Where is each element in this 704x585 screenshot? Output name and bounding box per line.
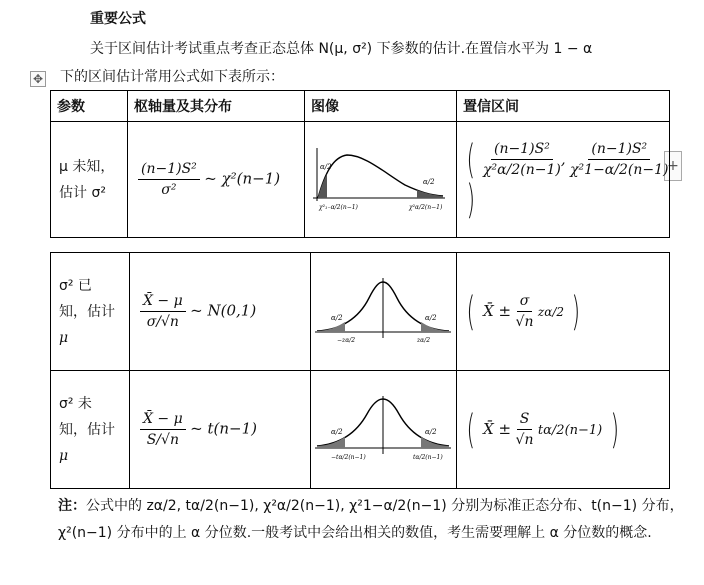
row1-interval-frac1 <box>483 141 561 178</box>
row3-param-line3: μ <box>59 447 69 464</box>
row3-pivot-fraction <box>140 411 186 448</box>
row2-pivot-fraction <box>140 293 186 330</box>
row3-interval-den: √n <box>515 432 534 448</box>
row1-pivot-den: σ² <box>161 182 177 198</box>
row2-left-paren: ( <box>466 288 476 335</box>
row1-pivot-num: (n−1)S² <box>138 161 200 180</box>
header-interval: 置信区间 <box>457 91 670 122</box>
row1-interval-n1: (n−1)S² <box>491 141 553 160</box>
row1-interval-d2: χ²1−α/2(n−1) <box>570 162 669 178</box>
row1-interval-d1: χ²α/2(n−1) <box>483 162 561 178</box>
row1-density-curve <box>318 155 443 198</box>
section-heading: 重要公式 <box>90 11 146 27</box>
row1-graph <box>305 122 457 238</box>
row3-right-paren: ) <box>610 406 619 453</box>
row3-graph-tick-right: tα/2(n−1) <box>413 453 443 461</box>
row3-right-tail <box>421 437 449 448</box>
row1-graph-tick-left: χ²₁₋α/2(n−1) <box>319 203 358 211</box>
row2-interval-frac <box>516 293 534 330</box>
row1-graph-label-left: α/2 <box>320 162 332 171</box>
row3-graph-tick-left: −tα/2(n−1) <box>331 453 366 461</box>
row1-graph-label-right: α/2 <box>423 177 435 186</box>
header-graph: 图像 <box>305 91 457 122</box>
row1-param-line1: μ 未知， <box>59 158 115 175</box>
row1-interval-n2: (n−1)S² <box>588 141 650 160</box>
row3-pivot <box>130 371 311 489</box>
row2-interval-quantile: zα/2 <box>537 304 565 319</box>
row3-graph <box>311 371 457 489</box>
intro-line-1: 关于区间估计考试重点考查正态总体 N(μ, σ²) 下参数的估计.在置信水平为 1 − α <box>90 41 593 57</box>
row3-pivot-dist: ~ t(n−1) <box>190 419 257 438</box>
table-move-handle-icon[interactable]: ✥ <box>30 71 46 87</box>
row1-interval-comma: , <box>560 149 566 168</box>
row3-pivot-den: S/√n <box>146 432 179 448</box>
row3-interval-num: S <box>517 411 533 430</box>
row2-graph-label-left: α/2 <box>331 313 343 322</box>
row3-interval-frac <box>516 411 534 448</box>
row2-graph <box>311 253 457 371</box>
row2-graph-label-right: α/2 <box>425 313 437 322</box>
footnote <box>58 493 688 547</box>
row1-right-paren: ) <box>466 176 476 223</box>
header-param: 参数 <box>51 91 128 122</box>
row1-interval-frac2 <box>570 141 668 178</box>
row2-graph-tick-right: zα/2 <box>417 336 431 344</box>
formula-table-bottom <box>50 252 670 489</box>
footnote-label: 注： <box>58 498 86 514</box>
row2-pivot <box>130 253 311 371</box>
row3-graph-label-left: α/2 <box>331 427 343 436</box>
row2-graph-tick-left: −zα/2 <box>337 336 356 344</box>
row1-left-tail <box>318 174 327 198</box>
row1-pivot-dist: ~ χ²(n−1) <box>204 169 281 188</box>
row3-interval-quantile: tα/2(n−1) <box>537 422 603 438</box>
add-column-button[interactable]: + <box>664 151 682 181</box>
row1-pivot <box>128 122 305 238</box>
row2-param <box>51 253 130 371</box>
row2-pivot-den: σ/√n <box>146 314 179 330</box>
row2-interval-center: X̄ ± <box>483 301 512 320</box>
row3-interval-center: X̄ ± <box>483 419 512 438</box>
row3-param <box>51 371 130 489</box>
row2-pivot-dist: ~ N(0,1) <box>190 301 257 320</box>
row1-param <box>51 122 128 238</box>
header-pivot: 枢轴量及其分布 <box>128 91 305 122</box>
row3-graph-label-right: α/2 <box>425 427 437 436</box>
chi-square-density-graph <box>305 143 450 213</box>
footnote-text: 公式中的 zα/2, tα/2(n−1), χ²α/2(n−1), χ²1−α/2(n−1) 分别为标准正态分布、t(n−1) 分布，χ²(n−1) 分布中的上 α 分位数.一般考试中会给出相关的数值，考生需要理解上 α 分位数的概念. <box>58 498 684 541</box>
row1-interval <box>457 122 670 238</box>
row2-right-paren: ) <box>571 288 581 335</box>
row3-left-tail <box>317 437 345 448</box>
row3-pivot-num: X̄ − μ <box>140 411 186 430</box>
row2-pivot-num: X̄ − μ <box>140 293 186 312</box>
t-density-graph <box>311 388 456 468</box>
row1-left-paren: ( <box>466 136 476 183</box>
row1-graph-tick-right: χ²α/2(n−1) <box>409 203 443 211</box>
row1-param-line2: 估计 σ² <box>59 184 106 201</box>
row2-param-line1: σ² 已 <box>59 277 92 294</box>
row2-param-line2: 知，估计 <box>59 303 115 320</box>
intro-line-2: 下的区间估计常用公式如下表所示： <box>60 69 284 85</box>
normal-density-graph <box>311 270 456 350</box>
row2-param-line3: μ <box>59 329 69 346</box>
row3-param-line2: 知，估计 <box>59 421 115 438</box>
row2-interval <box>457 253 670 371</box>
row1-pivot-fraction <box>138 161 200 198</box>
row3-param-line1: σ² 未 <box>59 395 92 412</box>
row2-interval-num: σ <box>517 293 533 312</box>
row3-interval <box>457 371 670 489</box>
formula-table-top <box>50 90 670 238</box>
row3-left-paren: ( <box>466 406 476 453</box>
row2-interval-den: √n <box>515 314 534 330</box>
